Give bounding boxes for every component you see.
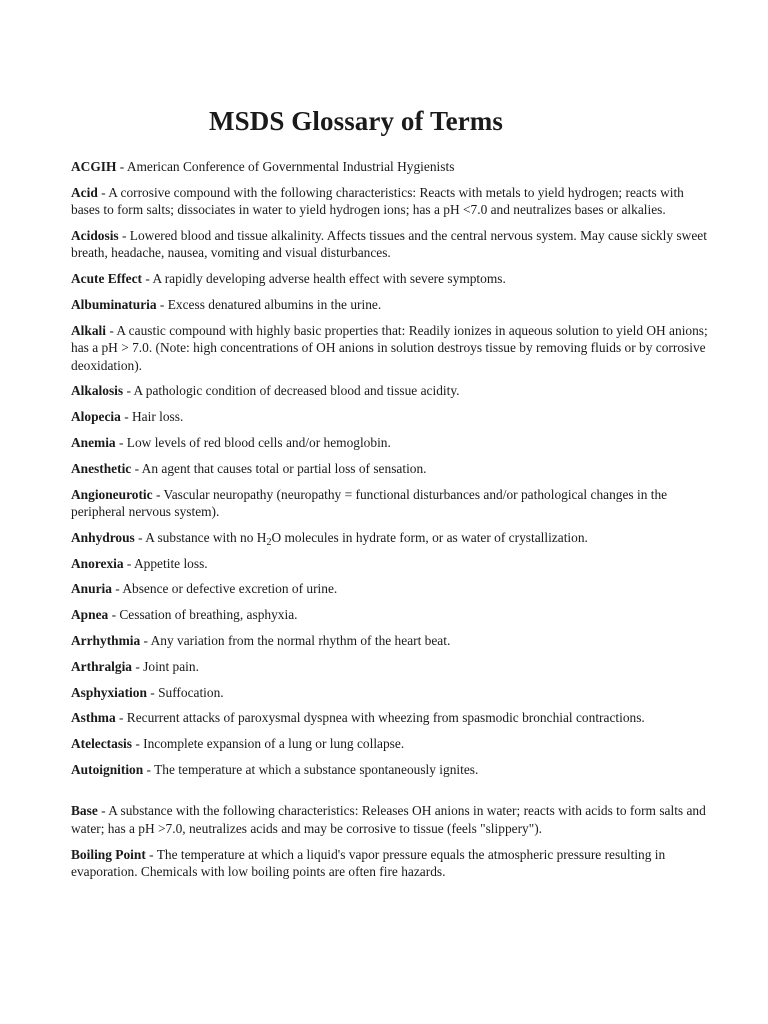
glossary-entry-acidosis: Acidosis - Lowered blood and tissue alkalinity. Affects tissues and the central nervous system. May cause sickly sweet breath, headache, nausea, vomiting and visual disturbances. [71, 228, 707, 261]
glossary-term: Alopecia [71, 409, 121, 425]
glossary-term: Boiling Point [71, 846, 146, 862]
glossary-definition: Vascular neuropathy (neuropathy = functional disturbances and/or pathological changes in the peripheral nervous system). [71, 486, 668, 519]
glossary-definition: Joint pain. [143, 658, 199, 674]
glossary-term: Albuminaturia [71, 297, 157, 312]
glossary-entry-alopecia: Alopecia - Hair loss. [71, 409, 184, 425]
glossary-term: Autoignition [71, 761, 144, 777]
glossary-entry-autoignition: Autoignition - The temperature at which a substance spontaneously ignites. [71, 761, 479, 777]
glossary-definition: Hair loss. [132, 409, 184, 425]
glossary-definition: A substance with the following characteristics: Releases OH anions in water; reacts with acids to form salts and water; has a pH >7.0, neutralizes acids and may be corrosive to tissue (feels "slippery"). [71, 803, 706, 836]
glossary-entry-arthralgia: Arthralgia - Joint pain. [71, 658, 199, 674]
glossary-entry-anesthetic: Anesthetic - An agent that causes total or partial loss of sensation. [71, 460, 427, 476]
glossary-definition-continued: O molecules in hydrate form, or as water of crystallization. [271, 529, 588, 545]
glossary-definition: A rapidly developing adverse health effect with severe symptoms. [152, 271, 506, 287]
glossary-term: Anorexia [71, 555, 124, 571]
glossary-definition: Incomplete expansion of a lung or lung collapse. [143, 736, 405, 752]
glossary-term: Anhydrous [71, 529, 135, 545]
glossary-definition: The temperature at which a substance spontaneously ignites. [154, 761, 479, 777]
glossary-term: Anuria [71, 581, 112, 597]
glossary-definition: Excess denatured albumins in the urine. [167, 297, 382, 312]
glossary-definition: Absence or defective excretion of urine. [122, 581, 338, 597]
glossary-term: Atelectasis [71, 736, 132, 752]
glossary-definition: An agent that causes total or partial loss of sensation. [141, 460, 427, 476]
glossary-entry-asthma: Asthma - Recurrent attacks of paroxysmal dyspnea with wheezing from spasmodic bronchial contractions. [71, 710, 645, 726]
glossary-entry-acgih: ACGIH - American Conference of Governmental Industrial Hygienists [71, 159, 455, 174]
glossary-definition: Low levels of red blood cells and/or hemoglobin. [126, 435, 391, 450]
glossary-entry-apnea: Apnea - Cessation of breathing, asphyxia. [71, 607, 298, 623]
glossary-entry-acute-effect: Acute Effect - A rapidly developing adverse health effect with severe symptoms. [71, 271, 506, 287]
glossary-term: Base [71, 803, 98, 819]
glossary-term: Angioneurotic [71, 486, 153, 502]
glossary-term: Asphyxiation [71, 684, 147, 700]
glossary-definition: Cessation of breathing, asphyxia. [119, 607, 298, 623]
glossary-definition: American Conference of Governmental Industrial Hygienists [126, 159, 455, 174]
glossary-entry-boiling-point: Boiling Point - The temperature at which a liquid's vapor pressure equals the atmospheric pressure resulting in evaporation. Chemicals with low boiling points are often fire hazards. [71, 846, 666, 879]
glossary-term: Alkalosis [71, 383, 124, 399]
glossary-entry-anuria: Anuria - Absence or defective excretion of urine. [71, 581, 338, 597]
glossary-term: Acidosis [71, 228, 119, 243]
glossary-term: Anesthetic [71, 460, 132, 476]
glossary-term: Acid [71, 184, 98, 200]
glossary-term: Asthma [71, 710, 116, 726]
glossary-definition: A corrosive compound with the following characteristics: Reacts with metals to yield hydrogen; reacts with bases to form salts; dissociates in water to yield hydrogen ions; has a pH <7.0 and neutralizes bases or alkalies. [71, 184, 684, 218]
glossary-definition: Recurrent attacks of paroxysmal dyspnea with wheezing from spasmodic bronchial contractions. [126, 710, 645, 726]
glossary-entry-alkali: Alkali - A caustic compound with highly basic properties that: Readily ionizes in aqueous solution to yield OH anions; has a pH > 7.0. (Note: high concentrations of OH anions in solution destroys tissue by removing fluids or by corrosive deoxidation). [71, 322, 708, 373]
glossary-entry-anemia: Anemia - Low levels of red blood cells and/or hemoglobin. [71, 435, 391, 450]
glossary-definition: The temperature at which a liquid's vapor pressure equals the atmospheric pressure resulting in evaporation. Chemicals with low boiling points are often fire hazards. [71, 846, 666, 879]
glossary-term: Arrhythmia [71, 632, 141, 648]
glossary-definition: Appetite loss. [134, 555, 208, 571]
glossary-entry-albuminaturia: Albuminaturia - Excess denatured albumins in the urine. [71, 297, 382, 312]
glossary-entry-arrhythmia: Arrhythmia - Any variation from the normal rhythm of the heart beat. [71, 632, 451, 648]
glossary-entry-angioneurotic: Angioneurotic - Vascular neuropathy (neuropathy = functional disturbances and/or pathological changes in the peripheral nervous system). [71, 486, 668, 519]
glossary-entry-atelectasis: Atelectasis - Incomplete expansion of a lung or lung collapse. [71, 736, 405, 752]
glossary-term: Arthralgia [71, 658, 132, 674]
glossary-definition: A substance with no H [145, 529, 267, 545]
page-title: MSDS Glossary of Terms [209, 106, 503, 137]
glossary-term: Apnea [71, 607, 109, 623]
glossary-entry-anhydrous: Anhydrous - A substance with no $H_2O$ molecules in hydrate form, or as water of crystallization. [71, 529, 588, 548]
glossary-definition: A pathologic condition of decreased blood and tissue acidity. [133, 383, 460, 399]
glossary-definition: Any variation from the normal rhythm of the heart beat. [150, 632, 451, 648]
glossary-term: Anemia [71, 435, 116, 450]
glossary-definition: A caustic compound with highly basic properties that: Readily ionizes in aqueous solution to yield OH anions; has a pH > 7.0. (Note: high concentrations of OH anions in solution destroys tissue by removing fluids or by corrosive deoxidation). [71, 322, 708, 373]
glossary-definition: Lowered blood and tissue alkalinity. Affects tissues and the central nervous system. May cause sickly sweet breath, headache, nausea, vomiting and visual disturbances. [71, 228, 707, 261]
glossary-term: Acute Effect [71, 271, 143, 287]
glossary-entry-alkalosis: Alkalosis - A pathologic condition of decreased blood and tissue acidity. [71, 383, 460, 399]
glossary-term: Alkali [71, 322, 106, 338]
glossary-entry-anorexia: Anorexia - Appetite loss. [71, 555, 208, 571]
subscript-two: 2 [266, 536, 272, 548]
glossary-entry-base: Base - A substance with the following characteristics: Releases OH anions in water; reacts with acids to form salts and water; has a pH >7.0, neutralizes acids and may be corrosive to tissue (feels "slippery"). [71, 803, 706, 836]
glossary-entry-acid: Acid - A corrosive compound with the following characteristics: Reacts with metals to yield hydrogen; reacts with bases to form salts; dissociates in water to yield hydrogen ions; has a pH <7.0 and neutralizes bases or alkalies. [71, 184, 684, 218]
glossary-definition: Suffocation. [158, 684, 224, 700]
glossary-list [71, 158, 711, 889]
glossary-entry-asphyxiation: Asphyxiation - Suffocation. [71, 684, 224, 700]
glossary-term: ACGIH [71, 159, 117, 174]
